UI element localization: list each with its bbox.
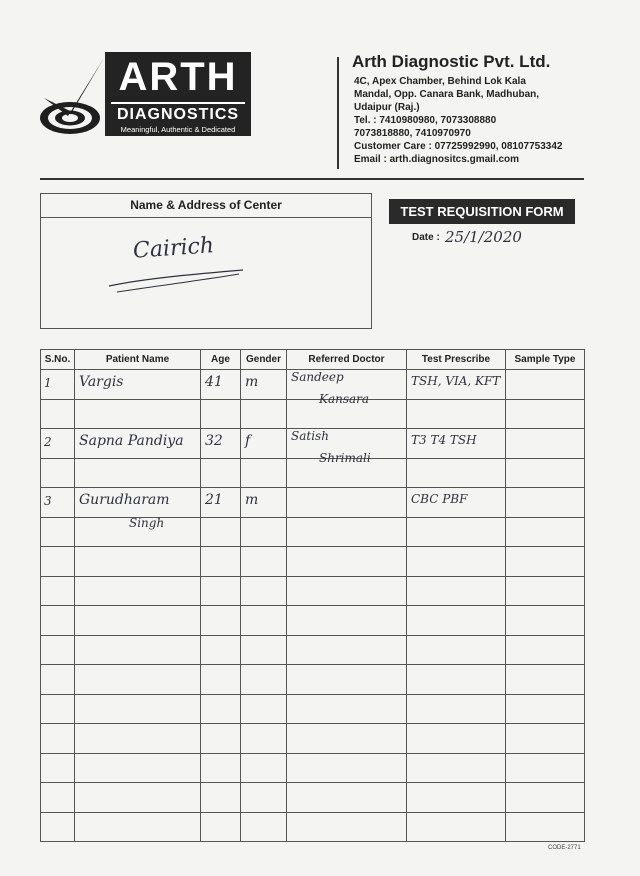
cell-patient-name [75,547,201,577]
table-row [41,458,585,488]
column-header-sno: S.No. [41,350,75,370]
cell-age [201,488,241,518]
table-row [41,665,585,695]
cell-age [201,606,241,636]
cell-gender [241,753,287,783]
column-header-sample-type: Sample Type [506,350,585,370]
header-divider [337,57,339,169]
table-row [41,812,585,842]
cell-referred-doctor [287,665,407,695]
cell-sno [41,724,75,754]
signature-underline-icon [107,264,247,294]
cell-gender-value: m [245,492,259,508]
cell-age [201,517,241,547]
cell-age [201,724,241,754]
cell-gender [241,694,287,724]
company-phone: Tel. : 7410980980, 7073308880 [354,115,497,126]
cell-test-prescribe [407,635,506,665]
cell-test-prescribe [407,429,506,459]
table-row [41,576,585,606]
cell-test-prescribe-value: TSH, VIA, KFT [411,374,501,388]
form-title: TEST REQUISITION FORM [389,199,575,224]
cell-age [201,370,241,400]
column-header-test-prescribe: Test Prescribe [407,350,506,370]
logo-divider [111,102,245,104]
arth-diagnostics-logo [105,52,251,136]
cell-gender [241,783,287,813]
center-signature: Cairich [132,233,215,264]
cell-gender [241,547,287,577]
cell-referred-doctor [287,547,407,577]
cell-test-prescribe [407,399,506,429]
cell-age-value: 41 [205,374,223,390]
cell-referred-doctor [287,391,407,429]
cell-patient-name [75,694,201,724]
cell-sno [41,547,75,577]
table-row [41,694,585,724]
cell-sample-type [506,635,585,665]
cell-age [201,694,241,724]
cell-sample-type [506,399,585,429]
cell-patient-name [75,753,201,783]
cell-age-value: 21 [205,492,223,508]
cell-patient-name [75,370,201,400]
cell-sno-value: 3 [44,494,52,508]
cell-test-prescribe [407,517,506,547]
cell-patient-name [75,517,201,547]
center-box-heading: Name & Address of Center [41,194,371,218]
table-row [41,429,585,459]
cell-test-prescribe [407,576,506,606]
cell-test-prescribe [407,606,506,636]
cell-referred-doctor [287,694,407,724]
cell-sno [41,694,75,724]
logo-subtitle: DIAGNOSTICS [116,106,240,123]
cell-sample-type [506,370,585,400]
cell-sno [41,665,75,695]
table-row [41,724,585,754]
cell-sno [41,783,75,813]
cell-test-prescribe [407,783,506,813]
cell-patient-name [75,724,201,754]
cell-patient-name-value: Singh [129,515,165,530]
table-row [41,517,585,547]
table-header-row [41,350,585,370]
cell-sno [41,635,75,665]
cell-age [201,665,241,695]
cell-sample-type [506,783,585,813]
cell-test-prescribe [407,753,506,783]
cell-patient-name [75,812,201,842]
table-row [41,635,585,665]
company-email: Email : arth.diagnositcs.gmail.com [354,154,520,165]
cell-gender [241,635,287,665]
cell-sample-type [506,517,585,547]
table-row [41,488,585,518]
cell-test-prescribe [407,458,506,488]
cell-patient-name-value: Sapna Pandiya [79,433,184,449]
cell-gender [241,606,287,636]
company-phone: 7073818880, 7410970970 [354,128,471,139]
cell-sno [41,606,75,636]
company-address-line: 4C, Apex Chamber, Behind Lok Kala [354,76,526,87]
company-address-line: Udaipur (Raj.) [354,102,420,113]
cell-gender [241,429,287,459]
cell-test-prescribe [407,665,506,695]
cell-age [201,635,241,665]
cell-referred-doctor [287,724,407,754]
logo-tagline: Meaningful, Authentic & Dedicated [120,125,236,134]
cell-test-prescribe [407,370,506,400]
header-rule [40,178,584,180]
cell-age [201,753,241,783]
cell-sample-type [506,606,585,636]
cell-gender-value: f [245,433,251,449]
cell-referred-doctor [287,812,407,842]
cell-referred-doctor [287,753,407,783]
cell-referred-doctor [287,606,407,636]
cell-patient-name [75,635,201,665]
cell-age [201,458,241,488]
table-row [41,399,585,429]
cell-gender-value: m [245,374,259,390]
cell-patient-name [75,665,201,695]
cell-referred-doctor [287,450,407,488]
cell-patient-name [75,606,201,636]
company-address-line: Mandal, Opp. Canara Bank, Madhuban, [354,89,540,100]
table-row [41,753,585,783]
table-row [41,547,585,577]
company-customer-care: Customer Care : 07725992990, 08107753342 [354,141,563,152]
date-label: Date : [412,232,440,243]
cell-sno [41,488,75,518]
column-header-age: Age [201,350,241,370]
cell-sno [41,429,75,459]
cell-sno [41,399,75,429]
cell-sno [41,370,75,400]
cell-test-prescribe [407,488,506,518]
cell-gender [241,370,287,400]
cell-patient-name [75,576,201,606]
cell-sample-type [506,429,585,459]
cell-gender [241,576,287,606]
cell-patient-name [75,429,201,459]
cell-sample-type [506,812,585,842]
cell-age [201,429,241,459]
cell-patient-name-value: Vargis [79,374,124,390]
arth-logo-mark-icon [38,56,106,138]
cell-referred-doctor [287,488,407,518]
cell-sample-type [506,724,585,754]
date-value: 25/1/2020 [445,228,522,246]
cell-test-prescribe [407,724,506,754]
cell-sno [41,458,75,488]
cell-patient-name [75,458,201,488]
cell-sno-value: 2 [44,435,52,449]
cell-gender [241,665,287,695]
column-header-patient-name: Patient Name [75,350,201,370]
cell-patient-name-value: Gurudharam [79,492,170,508]
cell-sno [41,517,75,547]
cell-gender [241,458,287,488]
cell-sample-type [506,458,585,488]
cell-sno-value: 1 [44,376,52,390]
cell-gender [241,812,287,842]
cell-patient-name [75,399,201,429]
cell-referred-doctor [287,635,407,665]
cell-gender [241,488,287,518]
cell-age [201,812,241,842]
cell-age-value: 32 [205,433,223,449]
table-row [41,606,585,636]
cell-age [201,547,241,577]
cell-age [201,576,241,606]
center-address-box [40,193,372,329]
cell-test-prescribe-value: CBC PBF [411,492,468,506]
cell-referred-doctor-value: Satish [291,429,329,443]
cell-age [201,399,241,429]
table-row [41,370,585,400]
cell-sample-type [506,547,585,577]
cell-age [201,783,241,813]
cell-sample-type [506,694,585,724]
cell-referred-doctor-value: Sandeep [291,370,344,384]
cell-sample-type [506,576,585,606]
cell-gender [241,517,287,547]
cell-referred-doctor-value: Shrimali [319,450,371,465]
patient-table [40,349,585,842]
cell-test-prescribe [407,694,506,724]
cell-referred-doctor-value: Kansara [319,391,370,406]
cell-test-prescribe-value: T3 T4 TSH [411,433,477,447]
cell-sno [41,753,75,783]
cell-test-prescribe [407,812,506,842]
cell-gender [241,399,287,429]
company-name: Arth Diagnostic Pvt. Ltd. [352,52,551,71]
cell-referred-doctor [287,783,407,813]
cell-referred-doctor [287,517,407,547]
footer-code: CODE-2771 [548,845,581,851]
cell-gender [241,724,287,754]
cell-sample-type [506,753,585,783]
cell-sample-type [506,488,585,518]
logo-wordmark: ARTH [118,55,238,99]
column-header-gender: Gender [241,350,287,370]
table-row [41,783,585,813]
cell-test-prescribe [407,547,506,577]
cell-referred-doctor [287,576,407,606]
cell-sno [41,812,75,842]
column-header-referred-doctor: Referred Doctor [287,350,407,370]
cell-sno [41,576,75,606]
cell-sample-type [506,665,585,695]
cell-patient-name [75,488,201,518]
cell-patient-name [75,783,201,813]
